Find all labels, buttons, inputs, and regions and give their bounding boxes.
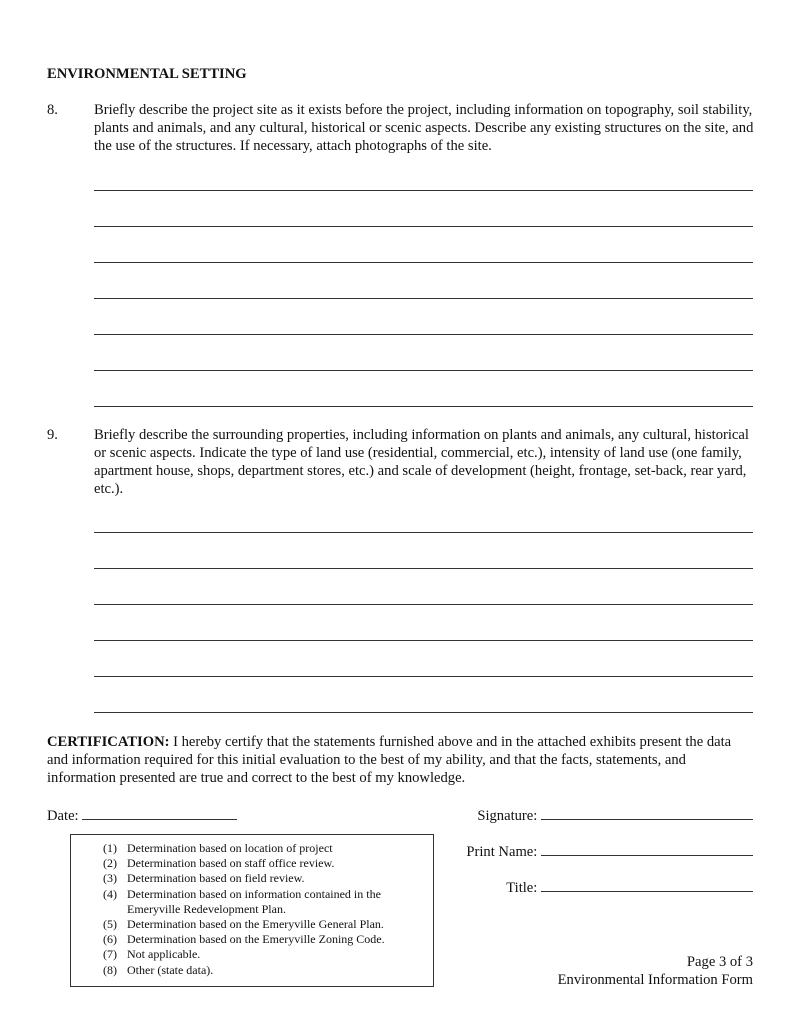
answer-line[interactable] — [94, 262, 753, 263]
determination-item — [103, 917, 407, 932]
certification-text: I hereby certify that the statements furnished above and in the attached exhibits present the data and information required for this initial evaluation to the best of my ability, and that the facts, statements, and information presented are true and correct to the best of my knowledge. — [47, 734, 732, 786]
answer-line[interactable] — [94, 568, 753, 569]
print-name-field[interactable] — [466, 841, 753, 861]
title-field[interactable] — [506, 877, 753, 897]
determination-item — [103, 963, 407, 978]
answer-line[interactable] — [94, 334, 753, 335]
form-name: Environmental Information Form — [557, 972, 753, 988]
certification-label: CERTIFICATION: — [47, 734, 170, 750]
page-number: Page 3 of 3 — [686, 954, 753, 970]
determination-number: (2) — [103, 856, 117, 871]
determination-item — [103, 841, 407, 856]
determination-number: (3) — [103, 871, 117, 886]
determination-list — [103, 841, 407, 978]
determination-text: Determination based on the Emeryville General Plan. — [127, 917, 384, 932]
determination-number: (4) — [103, 886, 117, 901]
answer-line[interactable] — [94, 676, 753, 677]
answer-line[interactable] — [94, 298, 753, 299]
determination-legend-box — [70, 834, 434, 987]
question-8-text: Briefly describe the project site as it exists before the project, including information on topography, soil stability, plants and animals, and any cultural, historical or scenic aspects. Describe any existing structures on the site, and the use of the structures. If necessary, attach photographs of the site. — [94, 102, 754, 154]
determination-item — [103, 856, 407, 871]
determination-text: Determination based on staff office review. — [127, 856, 335, 871]
determination-item — [103, 932, 407, 947]
answer-line[interactable] — [94, 406, 753, 407]
answer-line[interactable] — [94, 370, 753, 371]
print-name-label: Print Name: — [466, 844, 538, 860]
determination-item — [103, 947, 407, 962]
certification-paragraph — [47, 733, 747, 787]
signature-input[interactable] — [541, 805, 753, 820]
determination-number: (8) — [103, 962, 117, 977]
determination-text: Determination based on the Emeryville Zoning Code. — [127, 932, 385, 947]
date-field[interactable] — [47, 805, 237, 825]
determination-number: (6) — [103, 932, 117, 947]
question-9-number: 9. — [47, 427, 58, 443]
date-input[interactable] — [82, 805, 237, 820]
signature-field[interactable] — [477, 805, 753, 825]
determination-text: Determination based on information contained in the Emeryville Redevelopment Plan. — [127, 886, 381, 916]
signature-label: Signature: — [477, 808, 538, 824]
date-label: Date: — [47, 808, 79, 824]
section-title: ENVIRONMENTAL SETTING — [47, 66, 247, 82]
determination-number: (5) — [103, 917, 117, 932]
print-name-input[interactable] — [541, 841, 753, 856]
answer-line[interactable] — [94, 604, 753, 605]
answer-line[interactable] — [94, 640, 753, 641]
determination-text: Determination based on field review. — [127, 871, 305, 886]
determination-item — [103, 887, 407, 917]
title-label: Title: — [506, 880, 538, 896]
determination-text: Determination based on location of project — [127, 841, 333, 855]
determination-number: (1) — [103, 841, 117, 855]
title-input[interactable] — [541, 877, 753, 892]
determination-text: Other (state data). — [127, 962, 214, 977]
question-9-text: Briefly describe the surrounding properties, including information on plants and animals, any cultural, historical or scenic aspects. Indicate the type of land use (residential, commercial, etc.), intensity of land use (one family, apartment house, shops, department stores, etc.) and scale of development (height, frontage, set-back, rear yard, etc.). — [94, 427, 749, 497]
determination-item — [103, 871, 407, 886]
answer-line[interactable] — [94, 226, 753, 227]
answer-line[interactable] — [94, 712, 753, 713]
determination-text: Not applicable. — [127, 947, 201, 962]
answer-line[interactable] — [94, 190, 753, 191]
answer-line[interactable] — [94, 532, 753, 533]
question-8-number: 8. — [47, 102, 58, 118]
determination-number: (7) — [103, 947, 117, 962]
